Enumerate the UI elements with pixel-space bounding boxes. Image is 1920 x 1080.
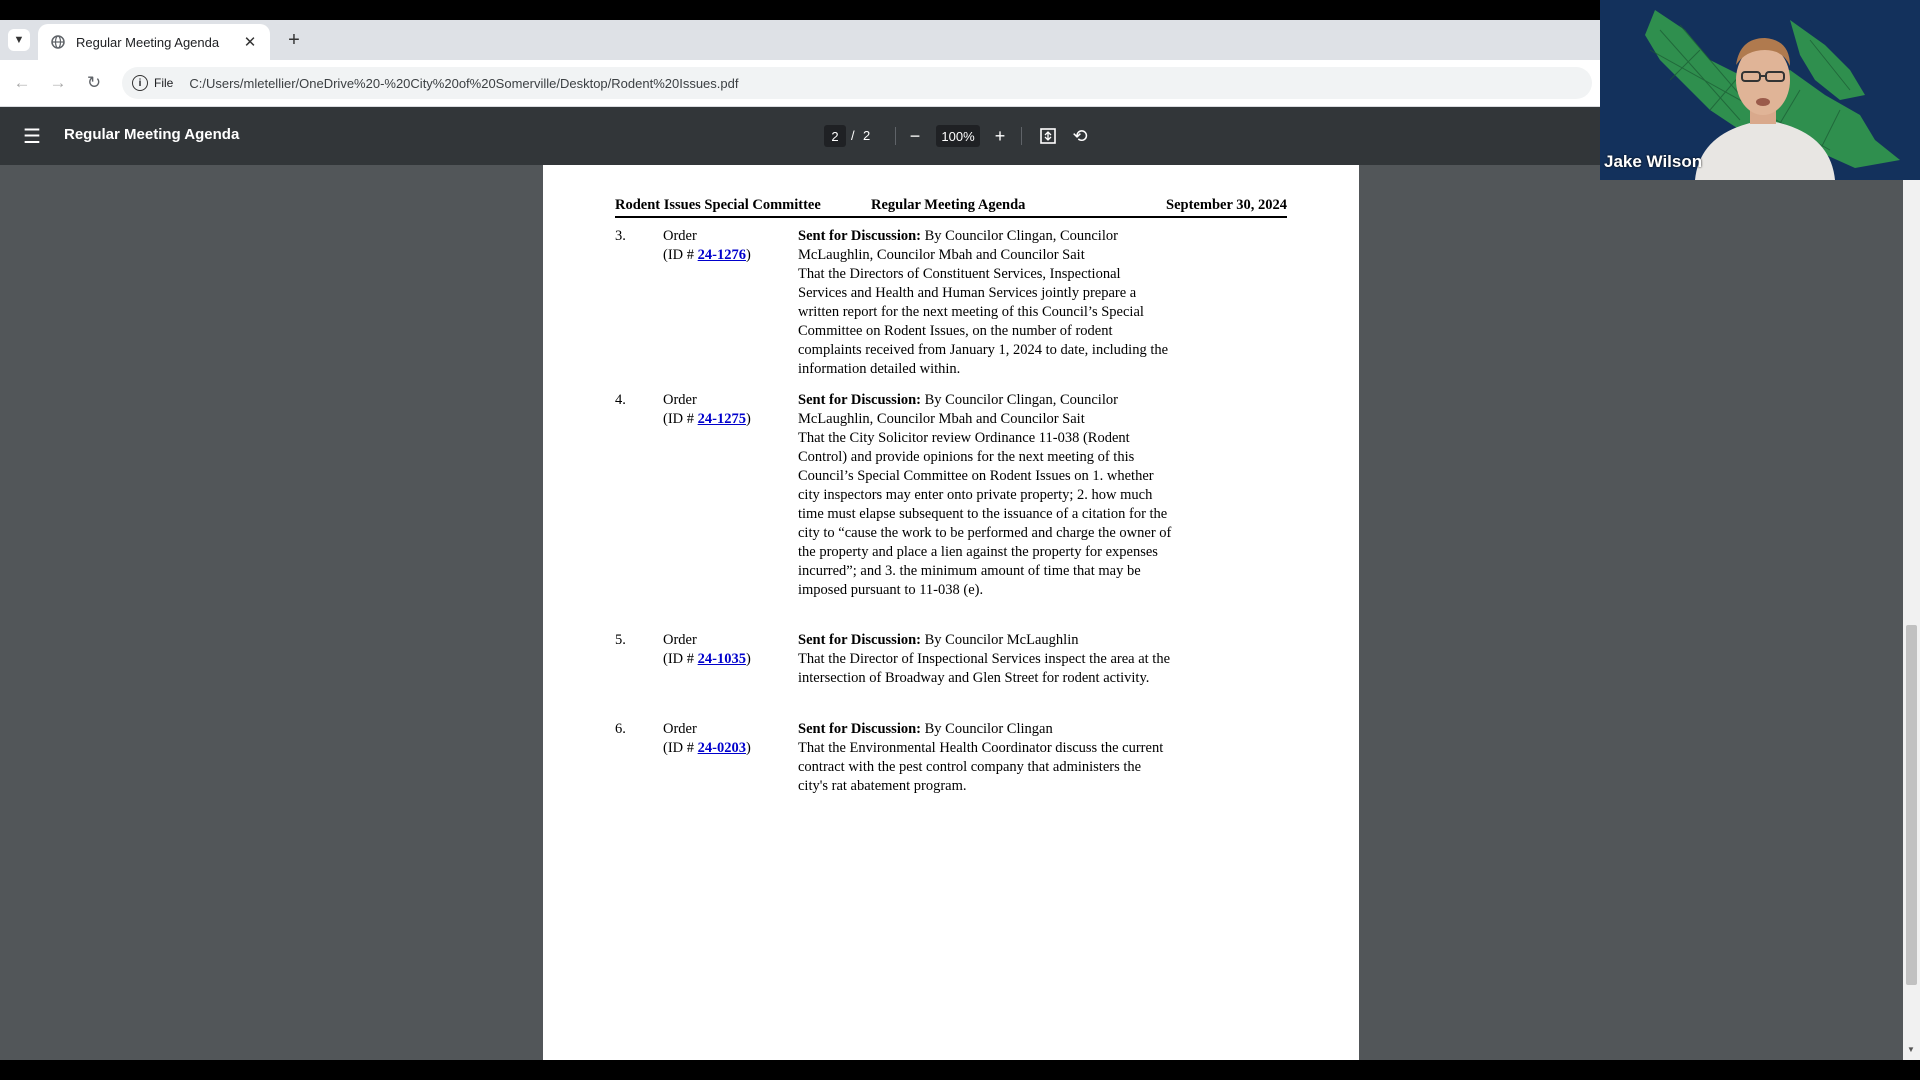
rotate-icon[interactable]: ⟲ (1072, 125, 1088, 146)
pdf-viewer[interactable] (0, 165, 1903, 1060)
item-sponsors: By Councilor Clingan (921, 721, 1053, 737)
item-sponsors: By Councilor McLaughlin (921, 632, 1079, 648)
participant-name: Jake Wilson (1604, 152, 1703, 171)
screen-top-bar (0, 0, 1600, 20)
item-sponsors: By Councilor Clingan, Councilor McLaughlin, Councilor Mbah and Councilor Sait (798, 228, 1118, 263)
chevron-down-icon: ▼ (13, 34, 25, 46)
item-sponsors: By Councilor Clingan, Councilor McLaughlin, Councilor Mbah and Councilor Sait (798, 392, 1118, 427)
page-separator: / (851, 128, 855, 143)
zoom-in-icon[interactable]: + (994, 125, 1006, 146)
address-bar[interactable] (122, 67, 1592, 99)
new-tab-button[interactable]: + (288, 28, 300, 51)
toolbar-divider (895, 127, 896, 145)
item-type: Order (663, 721, 697, 737)
screen-bottom-bar (0, 1060, 1920, 1080)
id-suffix: ) (745, 247, 751, 263)
item-id-line (663, 246, 773, 265)
item-kind (663, 227, 773, 265)
id-prefix: (ID # (663, 247, 698, 263)
item-type: Order (663, 632, 697, 648)
item-id-line (663, 739, 773, 758)
scroll-down-arrow-icon[interactable]: ▼ (1907, 1045, 1915, 1054)
item-text: That the Director of Inspectional Services inspect the area at the intersection of Broadway and Glen Street for rodent activity. (798, 651, 1171, 686)
item-number: 6. (615, 721, 626, 737)
pdf-toolbar (0, 107, 1600, 165)
tab-search-button[interactable] (8, 29, 30, 51)
item-id-link[interactable]: 24-1275 (697, 411, 746, 427)
item-text: That the Directors of Constituent Services, Inspectional Services and Health and Human Services jointly prepare a written report for the next meeting of this Council’s Special Committee on Rodent Issues, on the number of rodent complaints received from January 1, 2024 to date, including the information detailed within. (798, 266, 1169, 377)
item-text: That the Environmental Health Coordinator discuss the current contract with the pest control company that administers the city's rat abatement program. (798, 740, 1164, 794)
toolbar-divider (1021, 127, 1022, 145)
item-id-link[interactable]: 24-1276 (697, 247, 746, 263)
sent-label: Sent for Discussion: (798, 632, 921, 648)
reload-icon[interactable]: ↻ (86, 73, 102, 92)
browser-tab[interactable] (38, 24, 270, 60)
item-number: 4. (615, 392, 626, 408)
sent-label: Sent for Discussion: (798, 228, 921, 244)
globe-icon (50, 34, 66, 50)
back-arrow-icon[interactable]: ← (13, 73, 31, 92)
url-text[interactable]: C:/Users/mletellier/OneDrive%20-%20City%20of%20Somerville/Desktop/Rodent%20Issues.pdf (189, 75, 739, 91)
item-body (798, 631, 1173, 688)
item-kind (663, 631, 773, 669)
item-number: 3. (615, 228, 626, 244)
id-suffix: ) (745, 651, 751, 667)
info-icon[interactable]: i (132, 75, 148, 91)
webcam-overlay (1600, 0, 1920, 180)
header-date: September 30, 2024 (1166, 197, 1287, 213)
item-body (798, 227, 1173, 379)
item-type: Order (663, 228, 697, 244)
sent-label: Sent for Discussion: (798, 392, 921, 408)
pdf-page (543, 165, 1359, 1060)
item-body (798, 391, 1173, 600)
id-suffix: ) (745, 411, 751, 427)
zoom-out-icon[interactable]: − (909, 125, 921, 146)
header-agenda-title: Regular Meeting Agenda (871, 197, 1026, 213)
sent-label: Sent for Discussion: (798, 721, 921, 737)
item-id-link[interactable]: 24-0203 (697, 740, 746, 756)
scrollbar-thumb[interactable] (1906, 625, 1917, 985)
vertical-scrollbar[interactable] (1903, 165, 1920, 1060)
item-text: That the City Solicitor review Ordinance 11-038 (Rodent Control) and provide opinions for the next meeting of this Council’s Special Committee on Rodent Issues on 1. whether city inspectors may enter onto private property; 2. how much time must elapse subsequent to the issuance of a citation for the city to “cause the work to be performed and charge the owner of the property and place a lien against the property for expenses incurred”; and 3. the minimum amount of time that may be imposed pursuant to 11-038 (e). (798, 430, 1172, 598)
hamburger-menu-icon[interactable]: ☰ (23, 125, 41, 148)
header-committee: Rodent Issues Special Committee (615, 197, 821, 213)
browser-toolbar (0, 60, 1600, 107)
pdf-document-title: Regular Meeting Agenda (64, 126, 240, 143)
item-id-link[interactable]: 24-1035 (697, 651, 746, 667)
tab-strip (0, 20, 1600, 60)
id-prefix: (ID # (663, 411, 698, 427)
tab-title: Regular Meeting Agenda (76, 34, 220, 50)
id-prefix: (ID # (663, 651, 698, 667)
item-body (798, 720, 1173, 796)
item-id-line (663, 410, 773, 429)
zoom-level-input[interactable]: 100% (936, 125, 980, 147)
page-number-input[interactable]: 2 (824, 125, 846, 147)
close-tab-icon[interactable]: ✕ (243, 34, 257, 51)
file-scheme-label: File (154, 76, 174, 90)
item-kind (663, 720, 773, 758)
forward-arrow-icon[interactable]: → (49, 73, 67, 92)
fit-to-page-icon[interactable] (1036, 124, 1060, 148)
id-suffix: ) (745, 740, 751, 756)
item-number: 5. (615, 632, 626, 648)
page-total: 2 (863, 128, 871, 143)
item-kind (663, 391, 773, 429)
page-header (615, 197, 1287, 218)
item-type: Order (663, 392, 697, 408)
id-prefix: (ID # (663, 740, 698, 756)
item-id-line (663, 650, 773, 669)
